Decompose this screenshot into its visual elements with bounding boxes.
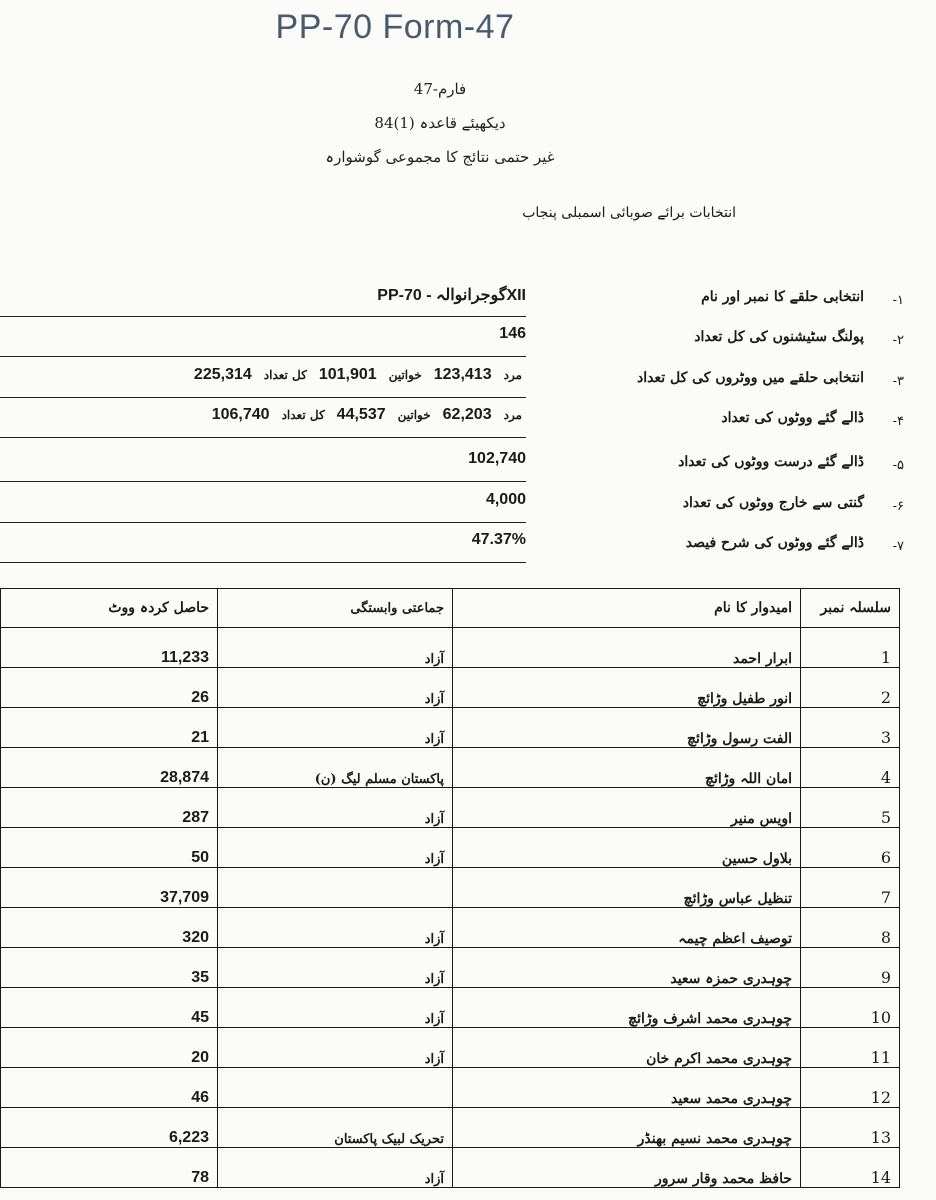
table-row: [1, 1028, 900, 1068]
underline: [0, 481, 526, 482]
votes-cell: 37,709: [1, 868, 218, 908]
info-label: ڈالے گئے ووٹوں کی شرح فیصد: [685, 535, 864, 551]
underline: [0, 562, 526, 563]
table-row: [1, 1108, 900, 1148]
info-label: انتخابی حلقے کا نمبر اور نام: [701, 289, 864, 305]
serial-cell: 13: [801, 1108, 900, 1148]
serial-cell: 10: [801, 988, 900, 1028]
table-row: [1, 788, 900, 828]
info-row-constituency: [0, 283, 936, 323]
party-cell: پاکستان مسلم لیگ (ن): [218, 748, 453, 788]
votes-cell: 20: [1, 1028, 218, 1068]
votes-cast-breakdown: [0, 406, 526, 424]
candidate-cell: اویس منیر: [453, 788, 801, 828]
underline: [0, 437, 526, 438]
serial-cell: 1: [801, 628, 900, 668]
election-type: انتخابات برائے صوبائی اسمبلی پنجاب: [522, 205, 736, 221]
party-cell: [218, 1068, 453, 1108]
candidate-cell: چوہدری محمد اکرم خان: [453, 1028, 801, 1068]
candidate-cell: توصیف اعظم چیمہ: [453, 908, 801, 948]
total-count: 225,314: [193, 366, 252, 383]
votes-cell: 21: [1, 708, 218, 748]
party-cell: آزاد: [218, 668, 453, 708]
info-number: -۶: [892, 499, 904, 514]
info-label: ڈالے گئے ووٹوں کی تعداد: [721, 410, 864, 426]
table-header-row: [1, 589, 900, 628]
candidate-cell: امان اللہ وڑائچ: [453, 748, 801, 788]
female-count: 44,537: [336, 406, 386, 423]
serial-cell: 4: [801, 748, 900, 788]
table-row: [1, 988, 900, 1028]
votes-cell: 287: [1, 788, 218, 828]
underline: [0, 522, 526, 523]
header-votes: حاصل کردہ ووٹ: [1, 589, 218, 628]
info-row-registered-voters: [0, 364, 936, 404]
header-candidate: امیدوار کا نام: [453, 589, 801, 628]
female-label: خواتین: [397, 408, 431, 422]
party-cell: آزاد: [218, 908, 453, 948]
underline: [0, 397, 526, 398]
table-row: [1, 1148, 900, 1188]
party-cell: آزاد: [218, 1148, 453, 1188]
party-cell: تحریک لبیک پاکستان: [218, 1108, 453, 1148]
votes-cell: 26: [1, 668, 218, 708]
male-count: 62,203: [442, 406, 492, 423]
female-count: 101,901: [318, 366, 377, 383]
info-number: -۷: [892, 539, 904, 554]
party-cell: آزاد: [218, 788, 453, 828]
votes-cell: 28,874: [1, 748, 218, 788]
serial-cell: 9: [801, 948, 900, 988]
candidate-cell: الفت رسول وڑائچ: [453, 708, 801, 748]
votes-cell: 50: [1, 828, 218, 868]
candidate-cell: ابرار احمد: [453, 628, 801, 668]
info-number: -۵: [892, 458, 904, 473]
form-number: فارم-47: [413, 80, 467, 98]
header-party: جماعتی وابستگی: [218, 589, 453, 628]
total-label: کل تعداد: [281, 408, 325, 422]
header-serial: سلسلہ نمبر: [801, 589, 900, 628]
table-row: [1, 868, 900, 908]
male-label: مرد: [503, 408, 522, 422]
votes-cell: 78: [1, 1148, 218, 1188]
candidate-cell: تنظیل عباس وڑائچ: [453, 868, 801, 908]
male-count: 123,413: [433, 366, 492, 383]
info-row-polling-stations: [0, 323, 936, 363]
total-count: 106,740: [211, 406, 270, 423]
serial-cell: 7: [801, 868, 900, 908]
table-row: [1, 748, 900, 788]
votes-cell: 11,233: [1, 628, 218, 668]
table-row: [1, 668, 900, 708]
female-label: خواتین: [388, 368, 422, 382]
info-row-votes-cast: [0, 404, 936, 444]
serial-cell: 5: [801, 788, 900, 828]
voter-breakdown: [0, 366, 526, 384]
info-row-valid-votes: [0, 448, 936, 488]
underline: [0, 316, 526, 317]
serial-cell: 14: [801, 1148, 900, 1188]
constituency-value: PP-70 - گوجرانوالہXII: [377, 287, 526, 304]
total-label: کل تعداد: [263, 368, 307, 382]
votes-cell: 46: [1, 1068, 218, 1108]
serial-cell: 3: [801, 708, 900, 748]
candidate-cell: بلاول حسین: [453, 828, 801, 868]
page-title: PP-70 Form-47: [275, 8, 515, 46]
table-body: [1, 628, 900, 1188]
info-number: -۲: [892, 333, 904, 348]
form-subtitle: غیر حتمی نتائج کا مجموعی گوشوارہ: [325, 148, 555, 166]
rejected-votes-value: 4,000: [485, 491, 526, 508]
info-row-turnout: [0, 529, 936, 569]
party-cell: آزاد: [218, 828, 453, 868]
party-cell: آزاد: [218, 708, 453, 748]
form-rule: دیکھیئے قاعدہ (1)84: [374, 114, 506, 132]
turnout-value: 47.37%: [471, 531, 526, 548]
votes-cell: 6,223: [1, 1108, 218, 1148]
info-label: انتخابی حلقے میں ووٹروں کی کل تعداد: [637, 370, 864, 386]
table-row: [1, 1068, 900, 1108]
info-label: گنتی سے خارج ووٹوں کی تعداد: [682, 495, 864, 511]
candidate-cell: چوہدری محمد اشرف وڑائچ: [453, 988, 801, 1028]
votes-cell: 35: [1, 948, 218, 988]
info-label: ڈالے گئے درست ووٹوں کی تعداد: [678, 454, 864, 470]
table-row: [1, 948, 900, 988]
party-cell: [218, 868, 453, 908]
candidate-cell: چوہدری محمد سعید: [453, 1068, 801, 1108]
candidate-cell: حافظ محمد وقار سرور: [453, 1148, 801, 1188]
table-row: [1, 708, 900, 748]
candidate-cell: چوہدری حمزہ سعید: [453, 948, 801, 988]
table-row: [1, 628, 900, 668]
table-row: [1, 908, 900, 948]
table-row: [1, 828, 900, 868]
candidate-cell: انور طفیل وڑائچ: [453, 668, 801, 708]
serial-cell: 6: [801, 828, 900, 868]
candidate-cell: چوہدری محمد نسیم بھنڈر: [453, 1108, 801, 1148]
valid-votes-value: 102,740: [468, 450, 526, 467]
info-number: -۳: [892, 374, 904, 389]
polling-stations-value: 146: [499, 325, 526, 342]
votes-cell: 45: [1, 988, 218, 1028]
info-number: -۴: [892, 414, 904, 429]
party-cell: آزاد: [218, 1028, 453, 1068]
underline: [0, 356, 526, 357]
party-cell: آزاد: [218, 988, 453, 1028]
party-cell: آزاد: [218, 628, 453, 668]
serial-cell: 2: [801, 668, 900, 708]
serial-cell: 11: [801, 1028, 900, 1068]
male-label: مرد: [503, 368, 522, 382]
party-cell: آزاد: [218, 948, 453, 988]
info-number: -۱: [892, 293, 904, 308]
info-row-rejected-votes: [0, 489, 936, 529]
serial-cell: 12: [801, 1068, 900, 1108]
votes-cell: 320: [1, 908, 218, 948]
info-label: پولنگ سٹیشنوں کی کل تعداد: [694, 329, 864, 345]
serial-cell: 8: [801, 908, 900, 948]
results-table: [0, 588, 900, 1188]
